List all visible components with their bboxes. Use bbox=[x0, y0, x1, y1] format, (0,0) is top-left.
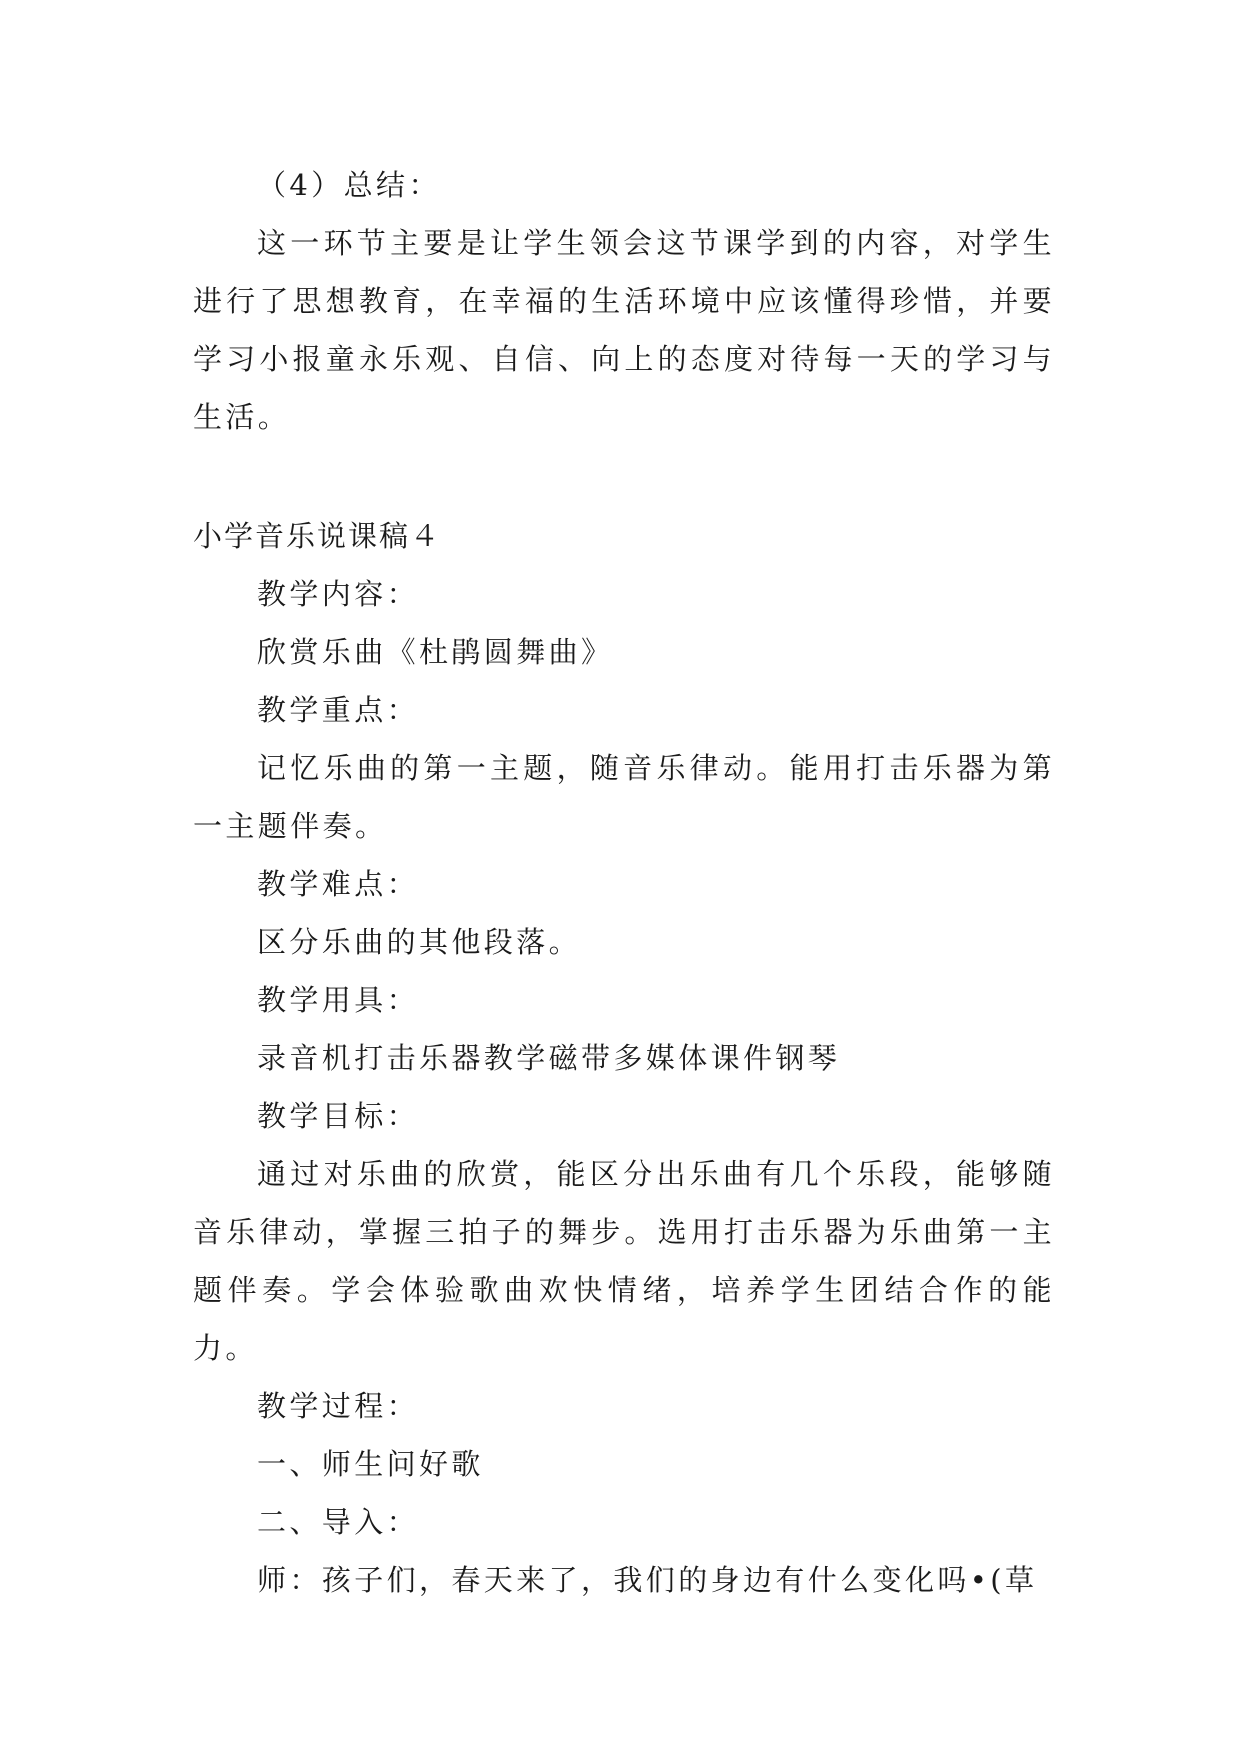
process-step-1: 一、师生问好歌 bbox=[257, 1447, 484, 1481]
lesson-section bbox=[193, 507, 1055, 1609]
summary-paragraph: 这一环节主要是让学生领会这节课学到的内容，对学生进行了思想教育，在幸福的生活环境中应该懂得珍惜，并要学习小报童永乐观、自信、向上的态度对待每一天的学习与生活。 bbox=[193, 226, 1055, 434]
process-step-2: 二、导入： bbox=[257, 1505, 420, 1539]
objectives-text: 通过对乐曲的欣赏，能区分出乐曲有几个乐段，能够随音乐律动，掌握三拍子的舞步。选用打击乐器为乐曲第一主题伴奏。学会体验歌曲欢快情绪，培养学生团结合作的能力。 bbox=[193, 1157, 1055, 1365]
summary-section bbox=[193, 156, 1055, 446]
teacher-line: 师：孩子们，春天来了，我们的身边有什么变化吗•(草 bbox=[257, 1563, 1038, 1597]
key-points-text: 记忆乐曲的第一主题，随音乐律动。能用打击乐器为第一主题伴奏。 bbox=[193, 751, 1055, 843]
key-points-label: 教学重点： bbox=[257, 693, 420, 727]
process-label: 教学过程： bbox=[257, 1389, 420, 1423]
materials-text: 录音机打击乐器教学磁带多媒体课件钢琴 bbox=[257, 1041, 841, 1075]
materials-label: 教学用具： bbox=[257, 983, 420, 1017]
difficulty-text: 区分乐曲的其他段落。 bbox=[257, 925, 582, 959]
section-title: 小学音乐说课稿４ bbox=[193, 519, 442, 553]
objectives-label: 教学目标： bbox=[257, 1099, 420, 1133]
summary-subheading: （4）总结： bbox=[257, 168, 441, 202]
difficulty-label: 教学难点： bbox=[257, 867, 420, 901]
content-text: 欣赏乐曲《杜鹃圆舞曲》 bbox=[257, 635, 614, 669]
content-label: 教学内容： bbox=[257, 577, 420, 611]
